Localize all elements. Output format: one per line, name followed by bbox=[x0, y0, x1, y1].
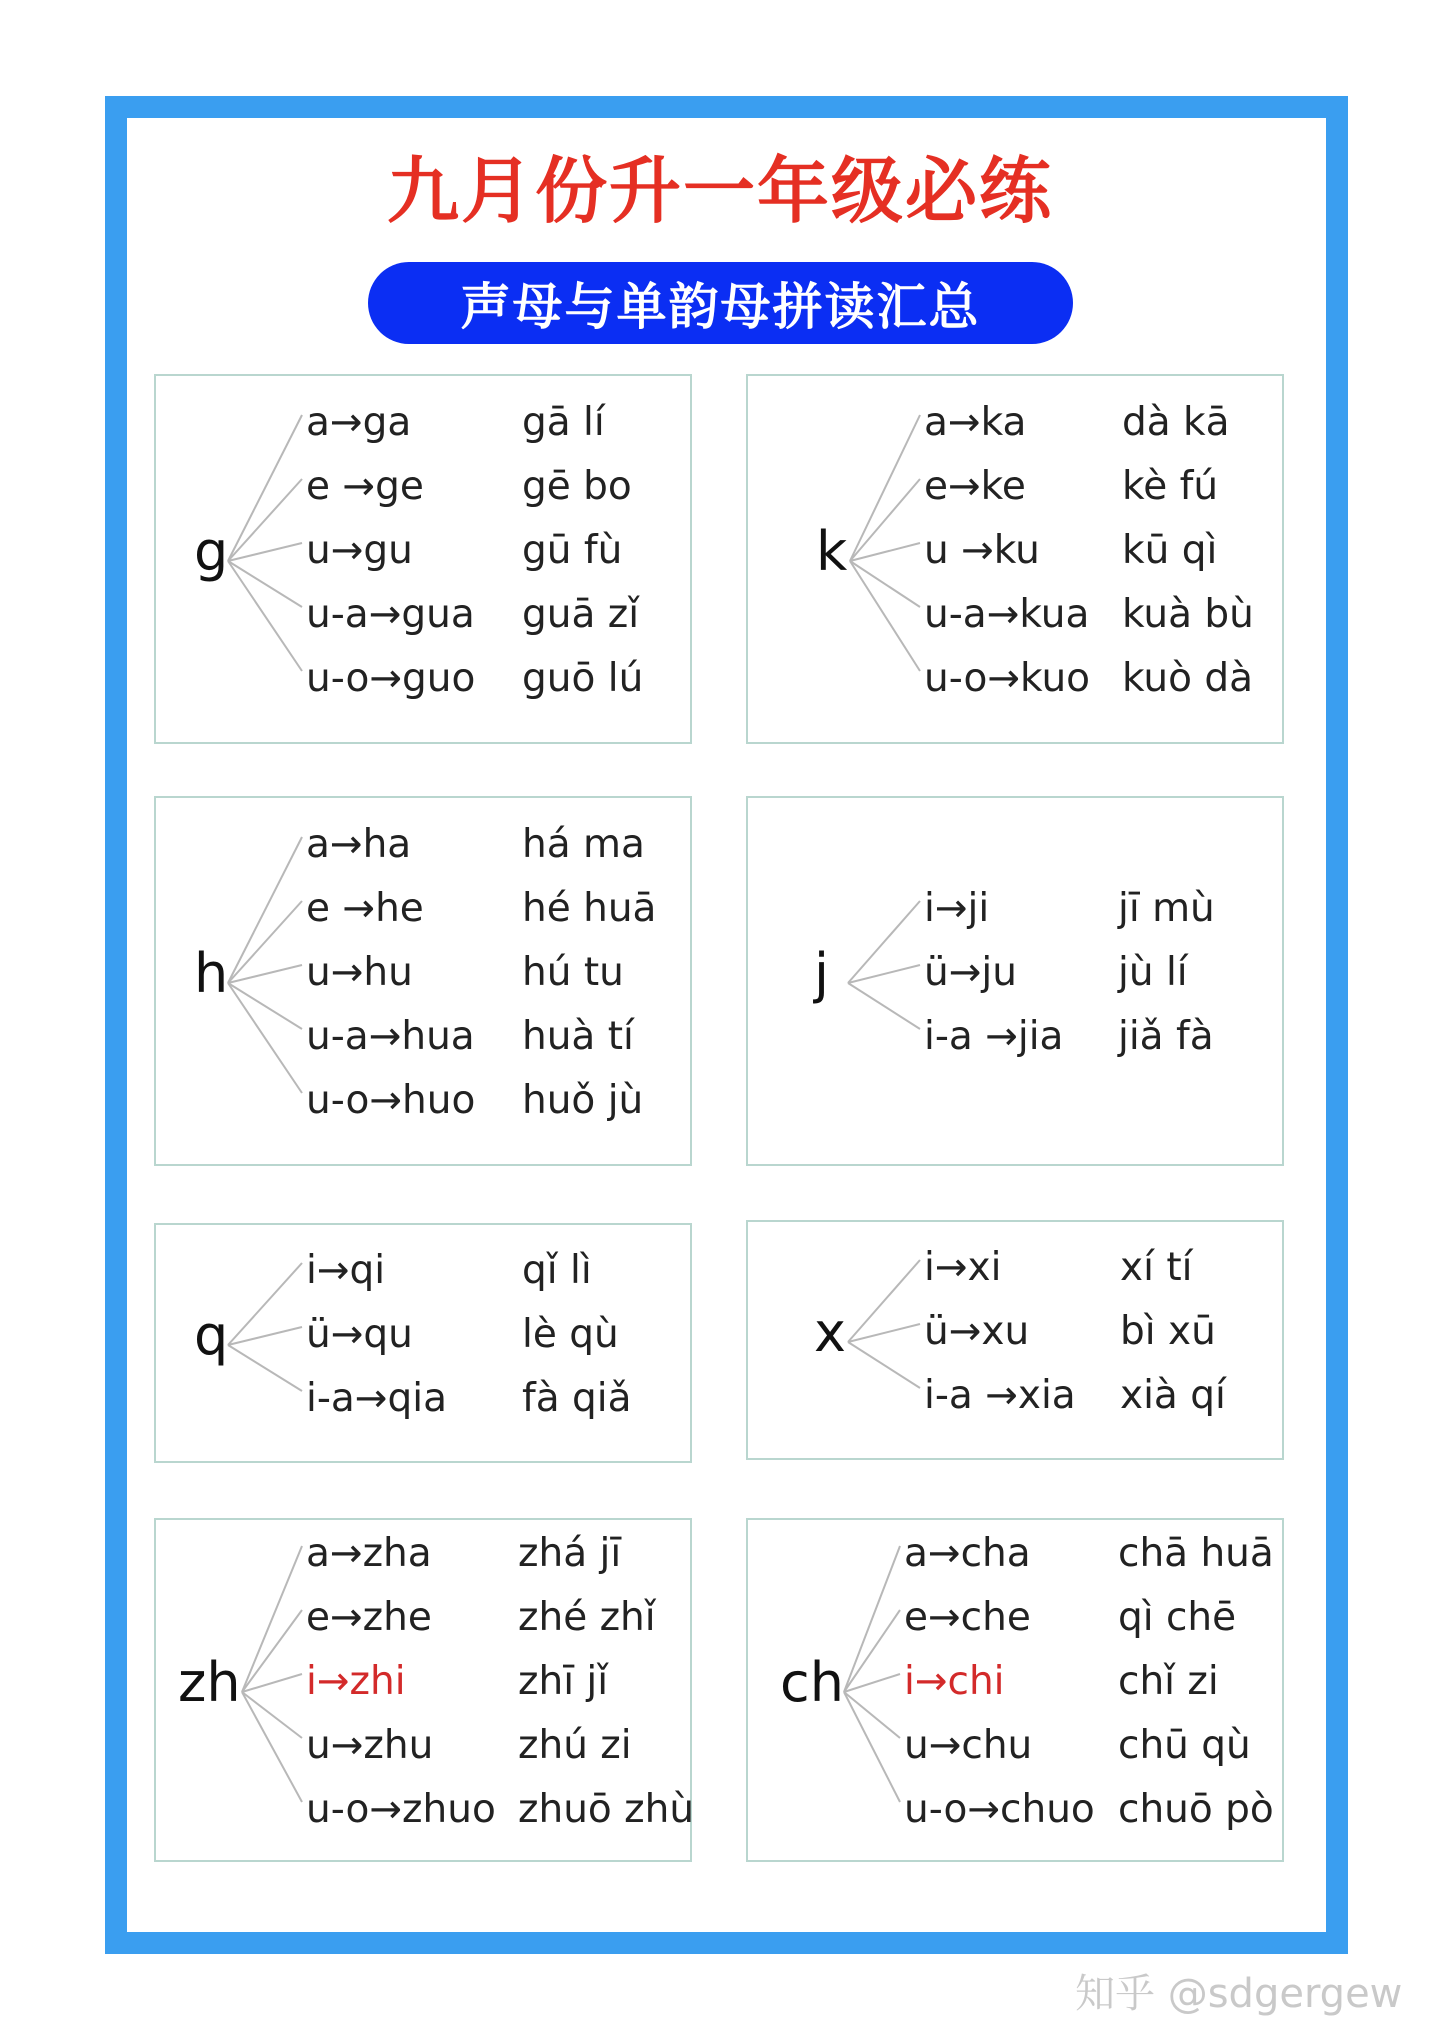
card-x bbox=[746, 1220, 1284, 1460]
branch-line bbox=[850, 561, 920, 671]
branch-line bbox=[848, 1342, 920, 1388]
spelling-rule: a→ha bbox=[306, 822, 412, 867]
example-word: zhá jī bbox=[518, 1531, 622, 1576]
branch-line bbox=[242, 1610, 302, 1692]
example-word: jù lí bbox=[1118, 950, 1188, 995]
branch-line bbox=[228, 1263, 302, 1345]
branch-line bbox=[844, 1674, 900, 1692]
example-word: lè qù bbox=[522, 1312, 619, 1357]
spelling-rule: a→ka bbox=[924, 400, 1027, 445]
example-word: gē bo bbox=[522, 464, 632, 509]
spelling-rule: u-a→hua bbox=[306, 1014, 475, 1059]
example-word: chuō pò bbox=[1118, 1787, 1274, 1832]
example-word: hú tu bbox=[522, 950, 624, 995]
example-word: dà kā bbox=[1122, 400, 1230, 445]
spelling-rule: e→che bbox=[904, 1595, 1031, 1640]
example-word: zhú zi bbox=[518, 1723, 632, 1768]
card-g bbox=[154, 374, 692, 744]
branch-line bbox=[228, 983, 302, 1029]
example-word: huà tí bbox=[522, 1014, 634, 1059]
branch-line bbox=[844, 1546, 900, 1692]
branch-line bbox=[848, 1324, 920, 1342]
spelling-rule: ü→qu bbox=[306, 1312, 413, 1357]
example-word: kè fú bbox=[1122, 464, 1219, 509]
branch-line bbox=[844, 1610, 900, 1692]
spelling-rule: i→xi bbox=[924, 1245, 1002, 1290]
example-word: chā huā bbox=[1118, 1531, 1274, 1576]
subtitle-text: 声母与单韵母拼读汇总 bbox=[460, 278, 981, 336]
spelling-rule: u-o→guo bbox=[306, 656, 476, 701]
branch-line bbox=[228, 837, 302, 983]
branch-line bbox=[228, 561, 302, 671]
spelling-rule: e →he bbox=[306, 886, 424, 931]
initial-letter: q bbox=[194, 1304, 229, 1367]
branch-line bbox=[844, 1692, 900, 1738]
branch-line bbox=[228, 561, 302, 607]
branch-line bbox=[850, 543, 920, 561]
spelling-rule: e→zhe bbox=[306, 1595, 432, 1640]
spelling-rule: u-o→chuo bbox=[904, 1787, 1095, 1832]
card-ch bbox=[746, 1518, 1284, 1862]
spelling-rule: u→zhu bbox=[306, 1723, 434, 1768]
initial-letter: x bbox=[814, 1301, 846, 1364]
branch-line bbox=[228, 965, 302, 983]
branch-line bbox=[228, 1327, 302, 1345]
spelling-rule: a→ga bbox=[306, 400, 412, 445]
branch-line bbox=[850, 415, 920, 561]
example-word: gā lí bbox=[522, 400, 605, 445]
spelling-rule: i-a →jia bbox=[924, 1014, 1064, 1059]
example-word: xí tí bbox=[1120, 1245, 1193, 1290]
spelling-rule: i→zhi bbox=[306, 1659, 406, 1704]
branch-line bbox=[228, 479, 302, 561]
example-word: gū fù bbox=[522, 528, 623, 573]
branch-line bbox=[242, 1692, 302, 1738]
branch-line bbox=[850, 479, 920, 561]
example-word: zhuō zhù bbox=[518, 1787, 695, 1832]
initial-letter: j bbox=[814, 942, 830, 1005]
spelling-rule: ü→xu bbox=[924, 1309, 1030, 1354]
spelling-rule: i→qi bbox=[306, 1248, 386, 1293]
card-zh bbox=[154, 1518, 695, 1862]
initial-letter: ch bbox=[780, 1651, 844, 1714]
example-word: zhī jǐ bbox=[518, 1659, 609, 1704]
branch-line bbox=[848, 965, 920, 983]
branch-line bbox=[228, 983, 302, 1093]
example-word: xià qí bbox=[1120, 1373, 1226, 1418]
card-q bbox=[154, 1223, 692, 1463]
spelling-rule: i→ji bbox=[924, 886, 990, 931]
branch-line bbox=[228, 901, 302, 983]
spelling-rule: i-a →xia bbox=[924, 1373, 1076, 1418]
spelling-rule: u→chu bbox=[904, 1723, 1033, 1768]
example-word: qǐ lì bbox=[522, 1248, 592, 1293]
example-word: chū qù bbox=[1118, 1723, 1251, 1768]
spelling-rule: u-o→kuo bbox=[924, 656, 1091, 701]
watermark: 知乎 @sdgergew bbox=[1075, 1971, 1403, 2017]
card-h bbox=[154, 796, 692, 1166]
card-j bbox=[746, 796, 1284, 1166]
example-word: guā zǐ bbox=[522, 592, 640, 637]
example-word: hé huā bbox=[522, 886, 657, 931]
example-word: chǐ zi bbox=[1118, 1659, 1219, 1704]
branch-line bbox=[848, 1260, 920, 1342]
spelling-rule: e→ke bbox=[924, 464, 1026, 509]
card-k bbox=[746, 374, 1284, 744]
example-word: jī mù bbox=[1118, 886, 1215, 931]
example-word: há ma bbox=[522, 822, 645, 867]
spelling-rule: u-a→kua bbox=[924, 592, 1090, 637]
example-word: fà qiǎ bbox=[522, 1376, 632, 1421]
subtitle-banner bbox=[368, 262, 1073, 344]
spelling-rule: u-o→huo bbox=[306, 1078, 476, 1123]
spelling-rule: e →ge bbox=[306, 464, 424, 509]
page-title: 九月份升一年级必练 bbox=[386, 149, 1053, 233]
branch-line bbox=[242, 1546, 302, 1692]
spelling-rule: i-a→qia bbox=[306, 1376, 447, 1421]
branch-line bbox=[228, 543, 302, 561]
spelling-rule: u →ku bbox=[924, 528, 1040, 573]
example-word: kū qì bbox=[1122, 528, 1218, 573]
branch-line bbox=[850, 561, 920, 607]
branch-line bbox=[848, 983, 920, 1029]
spelling-rule: u-a→gua bbox=[306, 592, 475, 637]
example-word: zhé zhǐ bbox=[518, 1595, 656, 1640]
branch-line bbox=[848, 901, 920, 983]
branch-line bbox=[228, 415, 302, 561]
branch-line bbox=[242, 1674, 302, 1692]
branch-line bbox=[228, 1345, 302, 1391]
branch-line bbox=[844, 1692, 900, 1802]
spelling-rule: u-o→zhuo bbox=[306, 1787, 496, 1832]
branch-line bbox=[242, 1692, 302, 1802]
initial-letter: h bbox=[194, 942, 229, 1005]
spelling-rule: a→zha bbox=[306, 1531, 432, 1576]
spelling-rule: i→chi bbox=[904, 1659, 1005, 1704]
example-word: huǒ jù bbox=[522, 1078, 644, 1123]
spelling-rule: u→hu bbox=[306, 950, 413, 995]
example-word: kuà bù bbox=[1122, 592, 1254, 637]
initial-letter: k bbox=[816, 520, 848, 583]
initial-letter: zh bbox=[178, 1651, 241, 1714]
example-word: kuò dà bbox=[1122, 656, 1254, 701]
spelling-rule: a→cha bbox=[904, 1531, 1031, 1576]
initial-letter: g bbox=[194, 520, 229, 583]
example-word: jiǎ fà bbox=[1118, 1014, 1214, 1059]
example-word: bì xū bbox=[1120, 1309, 1216, 1354]
example-word: qì chē bbox=[1118, 1595, 1237, 1640]
spelling-rule: u→gu bbox=[306, 528, 413, 573]
example-word: guō lú bbox=[522, 656, 644, 701]
spelling-rule: ü→ju bbox=[924, 950, 1017, 995]
